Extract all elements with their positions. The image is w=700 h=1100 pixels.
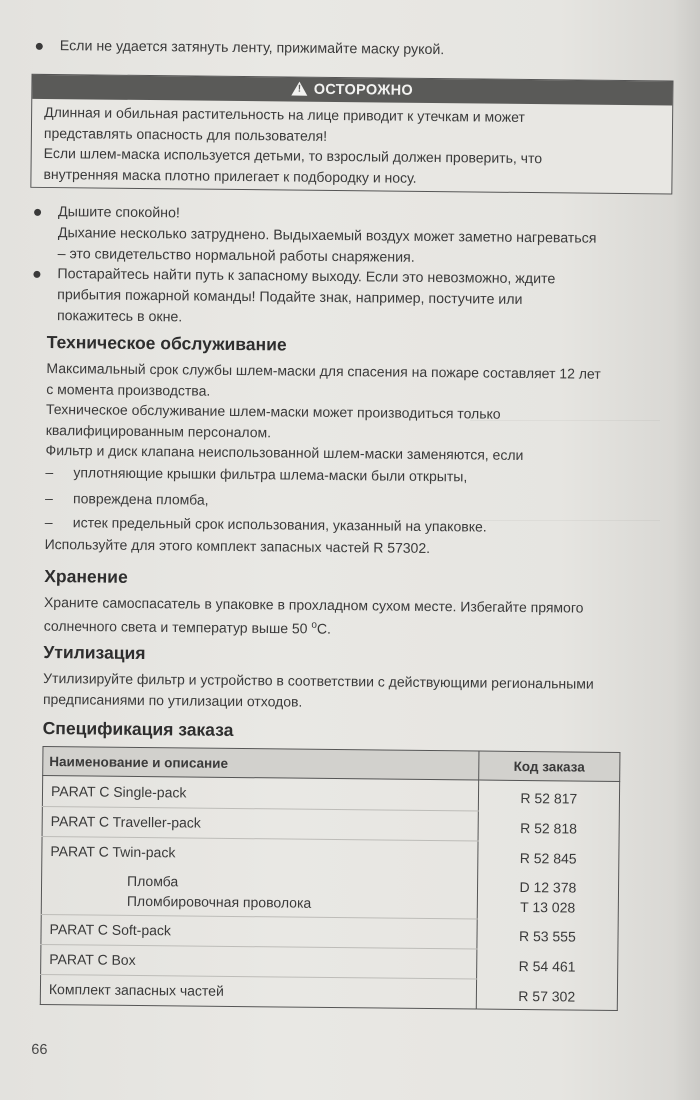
row-subcode: T 13 028	[520, 898, 576, 916]
disposal-paragraph	[43, 668, 673, 716]
dash-marker: –	[45, 463, 54, 481]
paragraph-line: Фильтр и диск клапана неиспользованной шлем-маски заменяются, если	[45, 441, 524, 463]
bullet-text: Если не удается затянуть ленту, прижимайте маску рукой.	[59, 38, 445, 59]
row-code: R 52 845	[477, 841, 619, 872]
warning-line: представлять опасность для пользователя!	[43, 124, 328, 144]
warning-line: Если шлем-маска используется детьми, то взрослый должен проверить, что	[43, 144, 543, 167]
row-subname: Пломбировочная проволока	[126, 892, 312, 911]
bullet-item	[36, 36, 676, 64]
warning-box	[30, 74, 673, 195]
row-code: R 57 302	[476, 979, 618, 1011]
section-heading-maintenance: Техническое обслуживание	[46, 331, 287, 355]
dash-item-text: уплотняющие крышки фильтра шлема-маски были открыты,	[73, 464, 468, 485]
storage-paragraph	[44, 592, 674, 642]
warning-line: Длинная и обильная растительность на лице приводит к утечкам и может	[44, 103, 525, 125]
bullet-item	[33, 264, 674, 334]
row-name: PARAT C Traveller-pack	[42, 806, 478, 841]
row-name	[41, 866, 477, 919]
warning-triangle-icon	[292, 82, 308, 96]
degree-sup: o	[311, 619, 318, 631]
paragraph-line: Используйте для этого комплект запасных частей R 57302.	[44, 535, 431, 557]
bullet-text	[58, 202, 675, 271]
bullet-item	[34, 202, 675, 272]
page-number: 66	[31, 1041, 48, 1059]
column-header-name: Наименование и описание	[43, 746, 479, 780]
maintenance-paragraph	[45, 358, 676, 467]
warning-text	[43, 102, 664, 190]
row-subcode: D 12 378	[519, 878, 577, 896]
row-code: R 52 817	[478, 780, 620, 812]
table-row	[40, 974, 617, 1011]
paragraph-line: Максимальный срок службы шлем-маски для спасения на пожаре составляет 12 лет	[46, 359, 601, 382]
row-code	[477, 871, 619, 920]
row-name: PARAT C Box	[41, 944, 477, 979]
column-header-code: Код заказа	[478, 751, 620, 781]
bullet-line: Дышите спокойно!	[58, 204, 180, 222]
paragraph-line: Утилизируйте фильтр и устройство в соответствии с действующими региональными	[43, 669, 594, 692]
bullet-line: Постарайтесь найти путь к запасному выходу. Если это невозможно, ждите	[57, 266, 556, 288]
bullet-dot-icon	[33, 271, 40, 278]
paragraph-line: квалифицированным персоналом.	[45, 421, 272, 440]
paragraph-line: Техническое обслуживание шлем-маски может производиться только	[45, 400, 501, 422]
section-heading-storage: Хранение	[44, 565, 128, 587]
section-heading-disposal: Утилизация	[43, 641, 146, 664]
row-name: Комплект запасных частей	[40, 974, 476, 1009]
row-code: R 52 818	[478, 811, 620, 842]
dash-list-item	[45, 488, 209, 510]
warning-line: внутренняя маска плотно прилегает к подбородку и носу.	[43, 165, 417, 186]
row-name: PARAT C Soft-pack	[41, 914, 477, 949]
warning-title: ОСТОРОЖНО	[313, 81, 414, 99]
bullet-line: покажитесь в окне.	[56, 308, 183, 326]
dash-marker: –	[44, 513, 53, 531]
row-name: PARAT C Single-pack	[42, 775, 478, 810]
paragraph-line: с момента производства.	[46, 380, 211, 399]
section-heading-order-spec: Спецификация заказа	[42, 717, 234, 740]
storage-text: солнечного света и температур выше 50	[43, 617, 312, 636]
dash-item-text: повреждена пломба,	[73, 490, 209, 508]
paragraph-line: Храните самоспасатель в упаковке в прохладном сухом месте. Избегайте прямого	[43, 593, 584, 616]
bullet-line: Дыхание несколько затруднено. Выдыхаемый воздух может заметно нагреваться	[57, 225, 597, 247]
row-code: R 54 461	[476, 949, 618, 980]
warning-header	[32, 75, 672, 106]
bullet-text	[57, 264, 674, 333]
row-name: PARAT C Twin-pack	[42, 836, 478, 871]
bullet-dot-icon	[34, 209, 41, 216]
row-code: R 53 555	[477, 919, 619, 950]
storage-text: C.	[316, 619, 332, 637]
maintenance-footer	[45, 534, 675, 561]
table-row	[41, 866, 618, 920]
dash-list-item	[45, 512, 487, 537]
bullet-line: прибытия пожарной команды! Подайте знак, например, постучите или	[57, 287, 523, 308]
order-spec-table	[40, 746, 621, 1011]
paragraph-line: предписаниями по утилизации отходов.	[42, 690, 303, 710]
dash-item-text: истек предельный срок использования, указанный на упаковке.	[72, 514, 487, 535]
row-subname: Пломба	[127, 872, 179, 890]
dash-list-item	[45, 462, 467, 486]
bullet-line: – это свидетельство нормальной работы снаряжения.	[57, 246, 415, 266]
bullet-dot-icon	[36, 43, 43, 50]
dash-marker: –	[45, 489, 53, 507]
